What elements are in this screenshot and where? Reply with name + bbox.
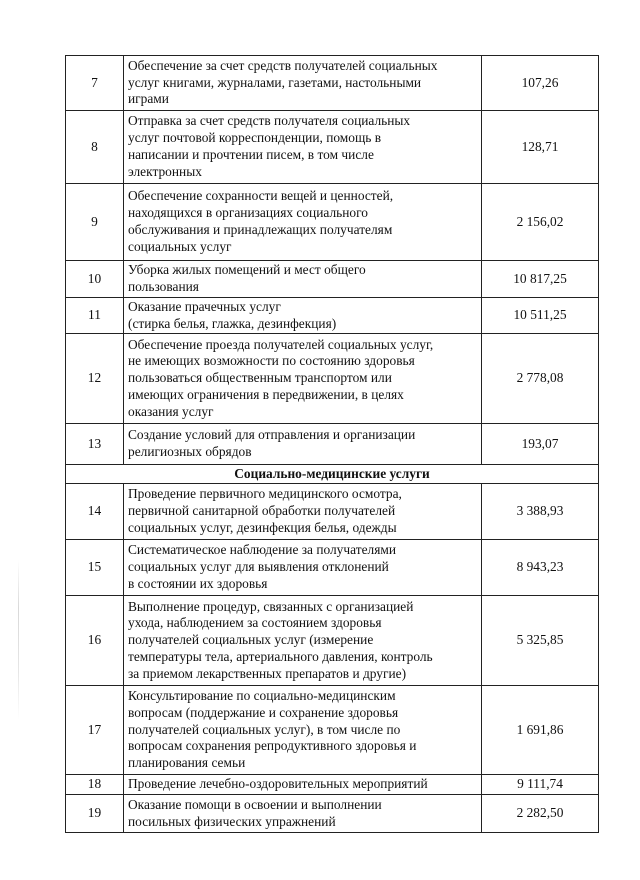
service-price: 107,26 [482,56,599,111]
service-description: Обеспечение за счет средств получателей социальных услуг книгами, журналами, газетами, настольными играми [128,57,438,107]
row-number: 7 [66,56,124,111]
row-number: 14 [66,484,124,540]
service-price: 10 511,25 [482,298,599,334]
service-description: Проведение первичного медицинского осмотра, первичной санитарной обработки получателей социальных услуг, дезинфекция белья, одежды [128,486,402,535]
row-number: 19 [66,795,124,833]
service-description: Оказание помощи в освоении и выполнении посильных физических упражнений [128,796,382,829]
service-description: Обеспечение сохранности вещей и ценностей, находящихся в организациях социального обслуживания и принадлежащих получателям социальных услуг [128,188,394,254]
row-number: 13 [66,424,124,465]
table-row [66,484,599,540]
service-description: Консультирование по социально-медицинским вопросам (поддержание и сохранение здоровья получателей социальных услуг), в том числе по вопросам сохранения репродуктивного здоровья и планирования семьи [128,688,417,771]
service-price: 2 156,02 [482,184,599,261]
scan-edge-shadow [18,560,19,720]
service-price: 10 817,25 [482,261,599,298]
service-price: 2 778,08 [482,334,599,424]
table-row [66,795,599,833]
table-row [66,111,599,184]
table-row [66,334,599,424]
service-description: Отправка за счет средств получателя социальных услуг почтовой корреспонденции, помощь в написании и прочтении писем, в том числе электронных [128,113,411,179]
table-row [66,298,599,334]
row-number: 12 [66,334,124,424]
table-row [66,184,599,261]
service-price: 193,07 [482,424,599,465]
service-price: 3 388,93 [482,484,599,540]
service-description: Проведение лечебно-оздоровительных мероприятий [128,776,428,792]
table-row [66,56,599,111]
table-row [66,424,599,465]
service-description: Создание условий для отправления и организации религиозных обрядов [128,427,416,459]
service-description: Оказание прачечных услуг (стирка белья, глажка, дезинфекция) [128,298,337,331]
service-price: 8 943,23 [482,540,599,596]
row-number: 8 [66,111,124,184]
table-row [66,686,599,775]
table-row [66,261,599,298]
row-number: 15 [66,540,124,596]
table-row [66,540,599,596]
row-number: 11 [66,298,124,334]
service-price: 5 325,85 [482,596,599,686]
service-price: 2 282,50 [482,795,599,833]
service-description: Уборка жилых помещений и мест общего пользования [128,262,366,294]
service-description: Выполнение процедур, связанных с организацией ухода, наблюдением за состоянием здоровья получателей социальных услуг (измерение температуры тела, артериального давления, контроль за приемом лекарственных препаратов и другие) [128,598,433,681]
service-description: Систематическое наблюдение за получателями социальных услуг для выявления отклонений в состоянии их здоровья [128,542,396,591]
row-number: 10 [66,261,124,298]
service-price: 1 691,86 [482,686,599,775]
row-number: 9 [66,184,124,261]
row-number: 18 [66,775,124,795]
service-price: 9 111,74 [482,775,599,795]
table-row [66,596,599,686]
row-number: 17 [66,686,124,775]
services-price-table [65,55,599,833]
section-header-row [66,465,599,484]
service-price: 128,71 [482,111,599,184]
row-number: 16 [66,596,124,686]
table-row [66,775,599,795]
service-description: Обеспечение проезда получателей социальных услуг, не имеющих возможности по состоянию здоровья пользоваться общественным транспортом или имеющих ограничения в передвижении, в целях оказания услуг [128,336,434,419]
section-title: Социально-медицинские услуги [66,465,599,484]
